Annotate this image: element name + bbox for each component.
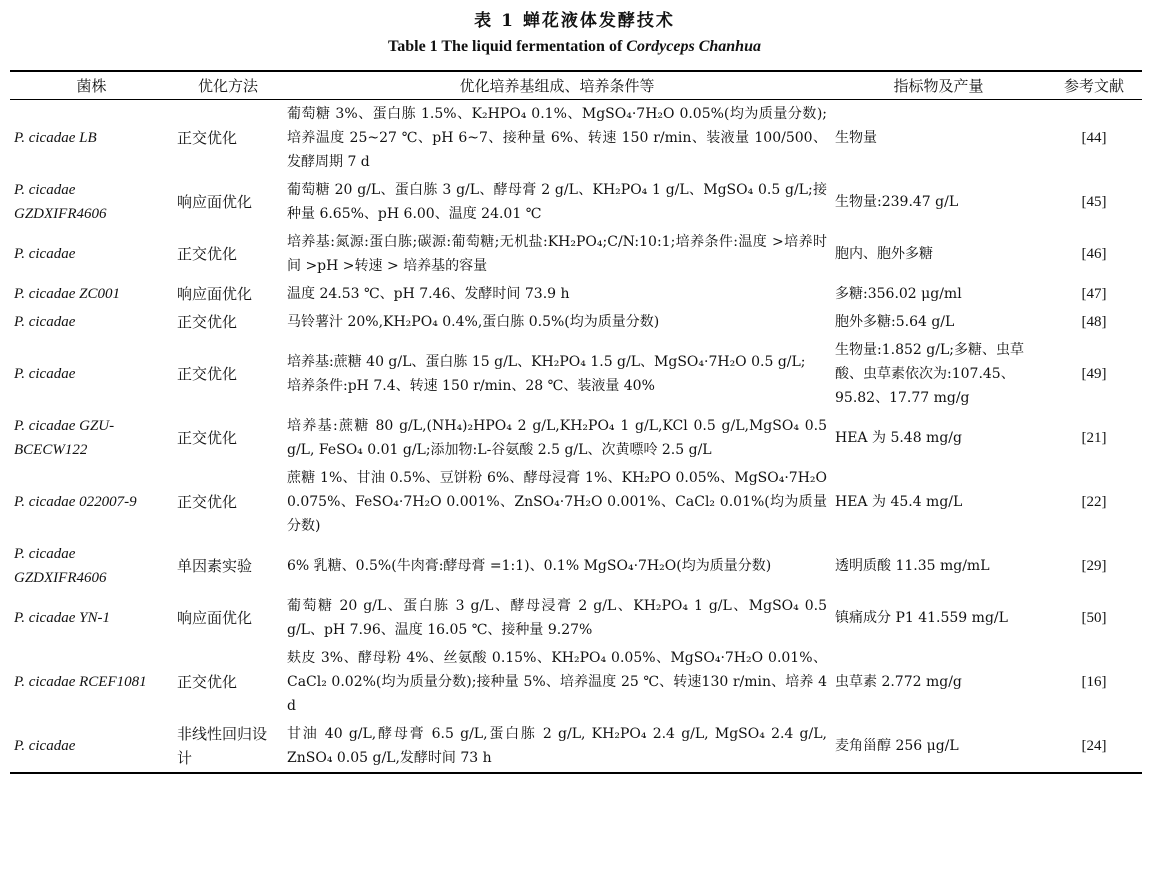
strain-cell: P. cicadae GZDXIFR4606 (14, 546, 107, 586)
detail-cell: 培养基:氮源:蛋白胨;碳源:葡萄糖;无机盐:KH₂PO₄;C/N:10:1;培养条件:温度 >培养时间 >pH >转速 > 培养基的容量 (287, 234, 827, 274)
method-cell: 正交优化 (177, 245, 238, 263)
detail-cell: 麸皮 3%、酵母粉 4%、丝氨酸 0.15%、KH₂PO₄ 0.05%、MgSO₄·7H₂O 0.01%、CaCl₂ 0.02%(均为质量分数);接种量 5%、培养温度 25 ℃、转速130 r/min、培养 4 d (287, 650, 827, 714)
ref-cell: [45] (1081, 194, 1107, 210)
result-cell: HEA 为 5.48 mg/g (835, 430, 962, 446)
result-cell: 镇痛成分 P1 41.559 mg/L (835, 610, 1008, 626)
table-title-en (0, 38, 1149, 56)
method-cell: 正交优化 (177, 429, 238, 447)
result-cell: 胞外多糖:5.64 g/L (835, 314, 955, 330)
table-row (10, 100, 1142, 177)
ref-cell: [29] (1081, 558, 1107, 574)
detail-cell: 蔗糖 1%、甘油 0.5%、豆饼粉 6%、酵母浸膏 1%、KH₂PO 0.05%、MgSO₄·7H₂O 0.075%、FeSO₄·7H₂O 0.001%、ZnSO₄·7H₂O 0.001%、CaCl₂ 0.01%(均为质量分数) (287, 470, 827, 534)
result-cell: 虫草素 2.772 mg/g (835, 674, 962, 690)
ref-cell: [50] (1081, 610, 1107, 626)
method-cell: 正交优化 (177, 313, 238, 331)
method-cell: 正交优化 (177, 673, 238, 691)
header-result: 指标物及产量 (893, 77, 984, 95)
detail-cell: 培养基:蔗糖 80 g/L,(NH₄)₂HPO₄ 2 g/L,KH₂PO₄ 1 g/L,KCl 0.5 g/L,MgSO₄ 0.5 g/L, FeSO₄ 0.01 g/L;添加物:L-谷氨酸 2.5 g/L、次黄嘌呤 2.5 g/L (287, 418, 827, 458)
table-row (10, 540, 1142, 592)
detail-cell: 6% 乳糖、0.5%(牛肉膏:酵母膏 =1:1)、0.1% MgSO₄·7H₂O(均为质量分数) (287, 558, 772, 574)
ref-cell: [16] (1081, 674, 1107, 690)
method-cell: 响应面优化 (177, 609, 253, 627)
table-title-en-prefix: Table 1 The liquid fermentation of (388, 38, 627, 55)
ref-cell: [44] (1081, 130, 1107, 146)
result-cell: 生物量:239.47 g/L (835, 194, 959, 210)
strain-cell: P. cicadae YN-1 (14, 610, 110, 626)
strain-cell: P. cicadae 022007-9 (14, 494, 137, 510)
method-cell: 正交优化 (177, 129, 238, 147)
method-cell: 正交优化 (177, 365, 238, 383)
strain-cell: P. cicadae (14, 738, 76, 754)
result-cell: 多糖:356.02 μg/ml (835, 286, 962, 302)
table-row (10, 720, 1142, 773)
table-row (10, 176, 1142, 228)
method-cell: 响应面优化 (177, 285, 253, 303)
table-row (10, 280, 1142, 308)
method-cell: 响应面优化 (177, 193, 253, 211)
strain-cell: P. cicadae GZU-BCECW122 (14, 418, 115, 458)
strain-cell: P. cicadae LB (14, 130, 97, 146)
table-row (10, 228, 1142, 280)
detail-cell: 温度 24.53 ℃、pH 7.46、发酵时间 73.9 h (287, 286, 570, 302)
detail-cell: 葡萄糖 20 g/L、蛋白胨 3 g/L、酵母浸膏 2 g/L、KH₂PO₄ 1 g/L、MgSO₄ 0.5 g/L、pH 7.96、温度 16.05 ℃、接种量 9.27% (287, 598, 827, 638)
result-cell: 透明质酸 11.35 mg/mL (835, 558, 990, 574)
header-strain: 菌株 (76, 77, 107, 95)
detail-cell: 马铃薯汁 20%,KH₂PO₄ 0.4%,蛋白胨 0.5%(均为质量分数) (287, 314, 660, 330)
ref-cell: [46] (1081, 246, 1107, 262)
ref-cell: [21] (1081, 430, 1107, 446)
ref-cell: [48] (1081, 314, 1107, 330)
strain-cell: P. cicadae (14, 366, 76, 382)
ref-cell: [22] (1081, 494, 1107, 510)
header-ref: 参考文献 (1063, 77, 1124, 95)
strain-cell: P. cicadae (14, 246, 76, 262)
result-cell: 生物量:1.852 g/L;多糖、虫草酸、虫草素依次为:107.45、95.82、17.77 mg/g (835, 342, 1024, 406)
table-row (10, 336, 1142, 412)
result-cell: 生物量 (835, 130, 877, 146)
result-cell: 胞内、胞外多糖 (835, 246, 933, 262)
table-row (10, 464, 1142, 540)
method-cell: 单因素实验 (177, 557, 253, 575)
strain-cell: P. cicadae ZC001 (14, 286, 120, 302)
strain-cell: P. cicadae (14, 314, 76, 330)
detail-cell: 葡萄糖 20 g/L、蛋白胨 3 g/L、酵母膏 2 g/L、KH₂PO₄ 1 g/L、MgSO₄ 0.5 g/L;接种量 6.65%、pH 6.00、温度 24.01 ℃ (287, 182, 827, 222)
fermentation-table (10, 70, 1142, 774)
header-row (10, 71, 1142, 100)
detail-cell: 葡萄糖 3%、蛋白胨 1.5%、K₂HPO₄ 0.1%、MgSO₄·7H₂O 0.05%(均为质量分数);培养温度 25~27 ℃、pH 6~7、接种量 6%、转速 150 r/min、装液量 100/500、发酵周期 7 d (287, 106, 827, 170)
strain-cell: P. cicadae GZDXIFR4606 (14, 182, 107, 222)
header-detail: 优化培养基组成、培养条件等 (459, 77, 655, 95)
table-title-cn: 表 1 蝉花液体发酵技术 (474, 11, 675, 31)
ref-cell: [47] (1081, 286, 1107, 302)
table-body (10, 100, 1142, 774)
ref-cell: [24] (1081, 738, 1107, 754)
strain-cell: P. cicadae RCEF1081 (14, 674, 147, 690)
table-row (10, 412, 1142, 464)
ref-cell: [49] (1081, 366, 1107, 382)
result-cell: 麦角甾醇 256 μg/L (835, 738, 959, 754)
detail-cell: 甘油 40 g/L,酵母膏 6.5 g/L,蛋白胨 2 g/L, KH₂PO₄ 2.4 g/L, MgSO₄ 2.4 g/L, ZnSO₄ 0.05 g/L,发酵时间 73 h (287, 726, 827, 766)
method-cell: 非线性回归设计 (177, 725, 268, 767)
header-method: 优化方法 (197, 77, 258, 95)
table-row (10, 644, 1142, 720)
detail-cell: 培养基:蔗糖 40 g/L、蛋白胨 15 g/L、KH₂PO₄ 1.5 g/L、MgSO₄·7H₂O 0.5 g/L; 培养条件:pH 7.4、转速 150 r/min、28 ℃、装液量 40% (287, 354, 806, 394)
table-row (10, 308, 1142, 336)
method-cell: 正交优化 (177, 493, 238, 511)
result-cell: HEA 为 45.4 mg/L (835, 494, 963, 510)
table-row (10, 592, 1142, 644)
table-title-en-species: Cordyceps Chanhua (626, 38, 761, 55)
